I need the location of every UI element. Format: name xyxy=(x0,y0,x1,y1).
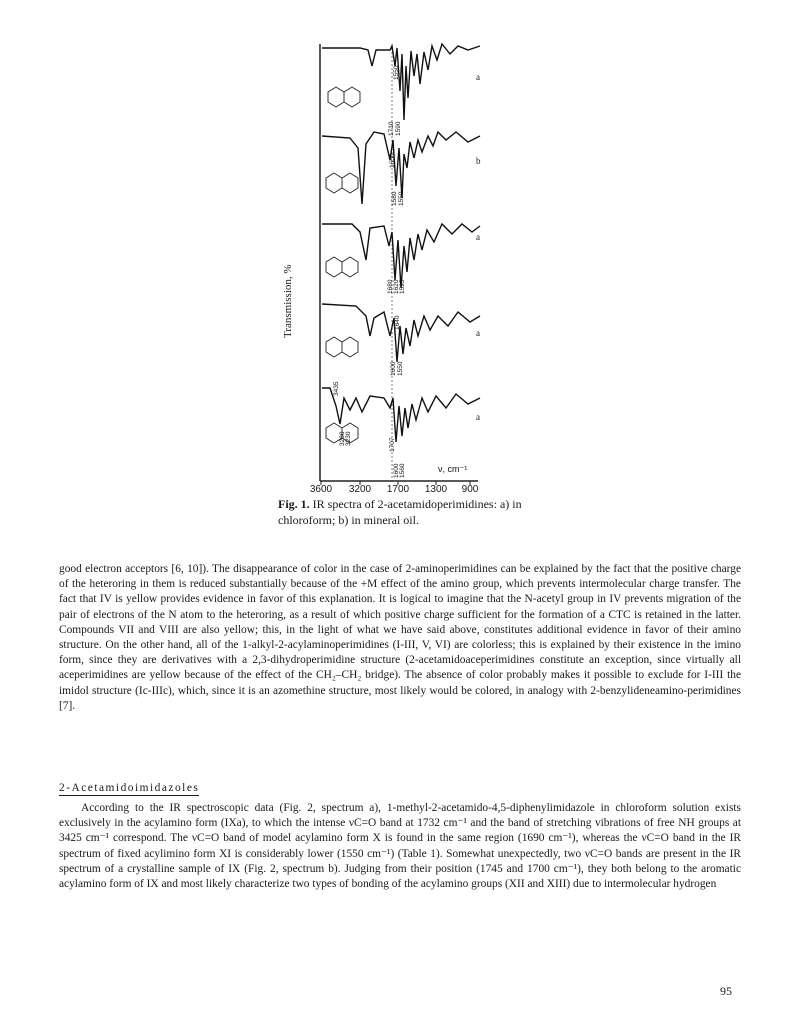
paragraph-2-text: According to the IR spectroscopic data (Fig. 2, spectrum a), 1-methyl-2-acetamido-4,5-diphenylimidazole in chloroform solution exists exclusively in the acylamino form (IXa), to which the intense νC=O band at 1732 cm⁻¹ and the band of stretching vibrations of free NH groups at 3425 cm⁻¹ correspond. The νC=O band of model acylamino form X is found in the same region (1690 cm⁻¹), whereas the νC=O band in the IR spectrum of fixed acylimino form XI is considerably lower (1550 cm⁻¹) (Table 1). Somewhat unexpectedly, two νC=O bands are present in the IR spectrum of a crystalline sample of IX (Fig. 2, spectrum b). Judging from their position (1745 and 1700 cm⁻¹), they both belong to the aromatic acylamino form of IX and most likely characterize two types of bonding of the acylamino groups (XII and XIII) due to intermolecular hydrogen xyxy=(59,802,741,891)
paragraph-1 xyxy=(59,562,741,714)
band-annotation: 1560 xyxy=(399,463,406,478)
band-annotation: 1550 xyxy=(397,361,404,376)
x-tick-label: 3600 xyxy=(309,484,333,495)
band-annotation: 1650 xyxy=(389,153,396,168)
paragraph-2 xyxy=(59,801,741,892)
spectrum-trace-4 xyxy=(322,304,480,362)
spectrum-label-1: a xyxy=(476,72,480,82)
band-annotation: 1600 xyxy=(390,361,397,376)
paragraph-1-text: good electron acceptors [6, 10]). The disappearance of color in the case of 2-aminoperimidines can be explained by the fact that the positive charge of the heteroring in them is reduced substantially because of the +M effect of the amino group, which prevents intermolecular charge transfer. The fact that IV is yellow provides evidence in favor of this explanation. It is logical to imagine that the N-acetyl group in IV prevents migration of the pair of electrons of the N atom to the heteroring, as a result of which positive charge sufficient for the formation of a CTC is retained in the latter. Compounds VII and VIII are also yellow; this, in the light of what we have said above, constitutes additional evidence in favor of their amino structure. On the other hand, all of the 1-alkyl-2-acylaminoperimidines (I-III, V, VI) are colorless; this is explained by their existence in the imino form, since they are derivatives with a 2,3-dihydroperimidine structure (2-acetamidoaceperimidines constitute an exception, since virtually all aceperimidines are yellow because of the effect of the CH₂–CH₂ bridge). The absence of color probably makes it possible to exclude for I-III the imidol structure (Ic-IIIc), which, since it is an azomethine structure, most likely would be colored, in analogy with 2-benzylideneamino-perimidines [7]. xyxy=(59,563,741,712)
band-annotation: 1620 xyxy=(393,279,400,294)
band-annotation: 1680 xyxy=(387,279,394,294)
caption-text: IR spectra of 2-acetamidoperimidines: a) in chloroform; b) in mineral oil. xyxy=(278,497,522,527)
band-annotation: 1550 xyxy=(398,191,405,206)
spectrum-label-5: a xyxy=(476,412,480,422)
band-annotation: 3435 xyxy=(333,381,340,396)
band-annotation: 1595 xyxy=(399,279,406,294)
spectra-plot xyxy=(300,36,500,486)
ir-spectra-figure xyxy=(300,36,500,506)
band-annotation: 1707 xyxy=(389,437,396,452)
band-annotation: 3230 xyxy=(345,431,352,446)
y-axis-label: Transmission, % xyxy=(282,264,294,338)
page-number: 95 xyxy=(720,984,732,998)
spectrum-trace-3 xyxy=(322,224,480,288)
x-tick-label: 900 xyxy=(461,484,479,495)
band-annotation: 3280 xyxy=(339,431,346,446)
spectrum-trace-1 xyxy=(322,44,480,120)
band-annotation: 1640 xyxy=(394,315,401,330)
band-annotation: 1600 xyxy=(393,463,400,478)
band-annotation: 1580 xyxy=(391,191,398,206)
spectrum-label-2: b xyxy=(476,156,481,166)
x-tick-label: 3200 xyxy=(348,484,372,495)
figure-caption xyxy=(278,496,528,528)
x-tick-label: 1300 xyxy=(424,484,448,495)
x-tick-label: 1700 xyxy=(386,484,410,495)
section-heading: 2-Acetamidoimidazoles xyxy=(59,782,200,794)
band-annotation: 1550 xyxy=(393,65,400,80)
band-annotation: 1710 xyxy=(388,121,395,136)
spectrum-label-4: a xyxy=(476,328,480,338)
caption-number: Fig. 1. xyxy=(278,497,310,511)
band-annotation: 1590 xyxy=(395,121,402,136)
x-axis-unit: ν, cm⁻¹ xyxy=(438,464,468,474)
spectrum-label-3: a xyxy=(476,232,480,242)
